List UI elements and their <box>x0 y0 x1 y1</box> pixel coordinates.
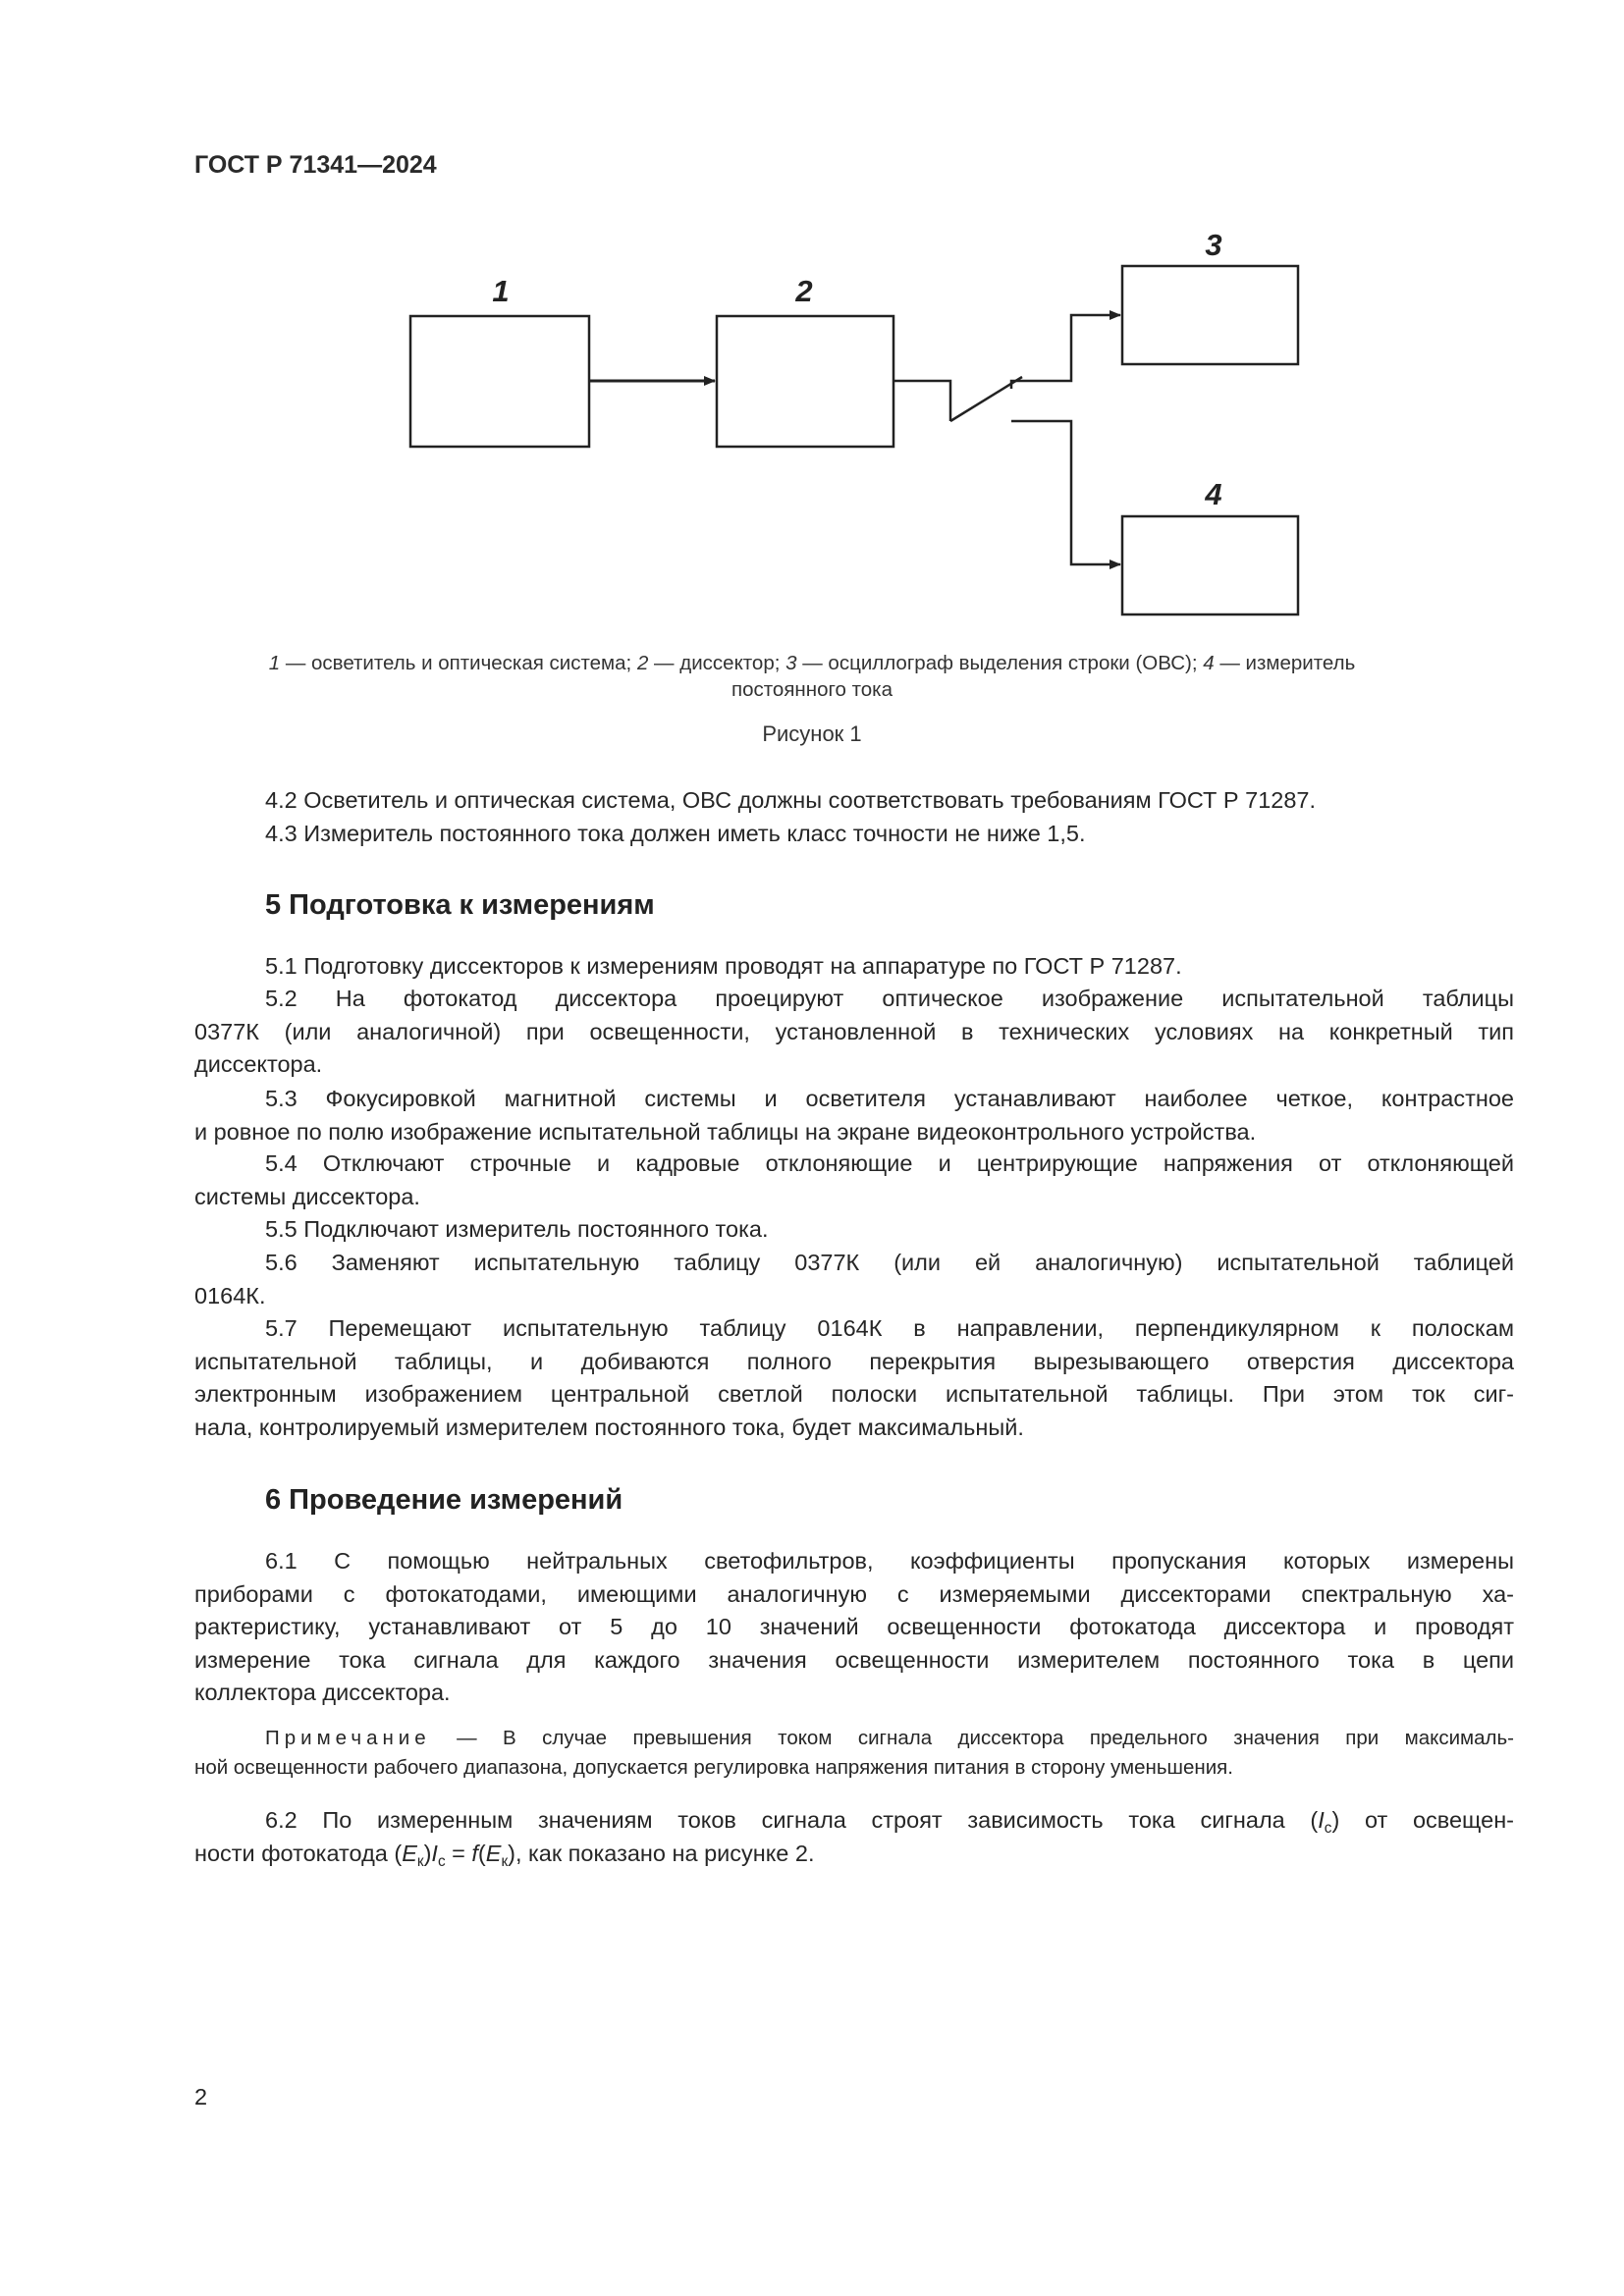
paragraph-line: 0377К (или аналогичной) при освещенности, установленной в технических условиях на конкретный тип <box>194 1018 1514 1044</box>
text-segment: — осветитель и оптическая система; <box>280 652 637 674</box>
text-segment: ности фотокатода ( <box>194 1840 403 1866</box>
text-segment: I <box>1318 1807 1325 1833</box>
text-segment: f <box>471 1840 478 1866</box>
paragraph-line: диссектора. <box>194 1051 323 1078</box>
paragraph-line: 5.7 Перемещают испытательную таблицу 0164К в направлении, перпендикулярном к полоскам <box>265 1315 1514 1341</box>
text-segment: — В случае превышения током сигнала диссектора предельного значения при максималь- <box>430 1727 1514 1749</box>
block-label-2: 2 <box>795 274 813 308</box>
text-segment: 3 <box>785 652 797 674</box>
paragraph-line: 5.1 Подготовку диссекторов к измерениям проводят на аппаратуре по ГОСТ Р 71287. <box>265 953 1182 979</box>
figure-legend-line-2: постоянного тока <box>731 678 893 701</box>
block-label-4: 4 <box>1205 477 1222 511</box>
paragraph-line: коллектора диссектора. <box>194 1680 451 1706</box>
text-segment: ( <box>477 1840 486 1866</box>
paragraph-line: 5.4 Отключают строчные и кадровые отклоняющие и центрирующие напряжения от отклоняющей <box>265 1150 1514 1176</box>
paragraph-line: 6.1 С помощью нейтральных светофильтров, коэффициенты пропускания которых измерены <box>265 1548 1514 1574</box>
block-3-oscilloscope <box>1122 266 1298 364</box>
paragraph-line: 5.2 На фотокатод диссектора проецируют оптическое изображение испытательной таблицы <box>265 986 1514 1011</box>
figure-title: Рисунок 1 <box>762 721 862 746</box>
paragraph-line: рактеристику, устанавливают от 5 до 10 значений освещенности фотокатода диссектора и проводят <box>194 1614 1514 1640</box>
text-segment: ) от освещен- <box>1331 1807 1514 1833</box>
text-segment: I <box>431 1840 438 1866</box>
paragraph-line <box>194 1837 815 1870</box>
text-segment: — осциллограф выделения строки (ОВС); <box>796 652 1204 674</box>
page-number: 2 <box>194 2084 208 2109</box>
block-1-illuminator <box>410 316 589 447</box>
paragraph-line: измерение тока сигнала для каждого значения освещенности измерителем постоянного тока в цепи <box>194 1646 1514 1673</box>
paragraph-line: 5.3 Фокусировкой магнитной системы и осветителя устанавливают наиболее четкое, контрастное <box>265 1086 1514 1111</box>
paragraph-line <box>265 1803 1514 1837</box>
text-segment: Примечание <box>265 1727 431 1749</box>
block-4-dc-meter <box>1122 516 1298 614</box>
text-segment: — измеритель <box>1214 652 1356 674</box>
connector-switch-to-4 <box>1011 421 1120 564</box>
note-line: ной освещенности рабочего диапазона, допускается регулировка напряжения питания в сторону уменьшения. <box>194 1756 1233 1779</box>
note-line <box>265 1724 1514 1753</box>
text-segment: 6.2 По измеренным значениям токов сигнала строят зависимость тока сигнала ( <box>265 1807 1319 1833</box>
subscript: с <box>437 1852 446 1870</box>
subscript: с <box>1324 1820 1332 1837</box>
text-segment: = <box>445 1840 472 1866</box>
connector-2-to-switch <box>893 381 950 421</box>
paragraph-line: испытательной таблицы, и добиваются полного перекрытия вырезывающего отверстия диссектора <box>194 1348 1514 1374</box>
figure-legend-line-1 <box>0 652 1624 675</box>
paragraph-line: 5.5 Подключают измеритель постоянного тока. <box>265 1216 769 1242</box>
connector-switch-to-3 <box>1011 315 1120 389</box>
section-heading: 5 Подготовка к измерениям <box>265 889 655 921</box>
block-label-1: 1 <box>492 274 510 308</box>
paragraph-line: нала, контролируемый измерителем постоянного тока, будет максимальный. <box>194 1414 1024 1440</box>
paragraph-line: 0164К. <box>194 1282 266 1308</box>
subscript: к <box>416 1852 424 1870</box>
paragraph-line: 4.2 Осветитель и оптическая система, ОВС должны соответствовать требованиям ГОСТ Р 71287. <box>265 787 1317 813</box>
text-segment: E <box>485 1840 502 1866</box>
block-2-dissector <box>717 316 893 447</box>
block-label-3: 3 <box>1205 228 1222 262</box>
paragraph-line: электронным изображением центральной светлой полоски испытательной таблицы. При этом ток сиг- <box>194 1381 1514 1408</box>
paragraph-line: системы диссектора. <box>194 1183 420 1209</box>
text-segment: ) <box>423 1840 432 1866</box>
text-segment: 1 <box>268 652 281 674</box>
paragraph-line: и ровное по полю изображение испытательной таблицы на экране видеоконтрольного устройства. <box>194 1118 1257 1145</box>
text-segment: ), как показано на рисунке 2. <box>508 1840 815 1866</box>
paragraph-line: 4.3 Измеритель постоянного тока должен иметь класс точности не ниже 1,5. <box>265 821 1086 846</box>
text-segment: 4 <box>1203 652 1215 674</box>
text-segment: E <box>402 1840 417 1866</box>
paragraph-line: приборами с фотокатодами, имеющими аналогичную с измеряемыми диссекторами спектральную ха- <box>194 1580 1514 1607</box>
document-id-header: ГОСТ Р 71341—2024 <box>194 151 437 179</box>
subscript: к <box>501 1852 509 1870</box>
text-segment: 2 <box>636 652 649 674</box>
text-segment: — диссектор; <box>648 652 786 674</box>
section-heading: 6 Проведение измерений <box>265 1484 623 1516</box>
paragraph-line: 5.6 Заменяют испытательную таблицу 0377К (или ей аналогичную) испытательной таблицей <box>265 1250 1514 1275</box>
